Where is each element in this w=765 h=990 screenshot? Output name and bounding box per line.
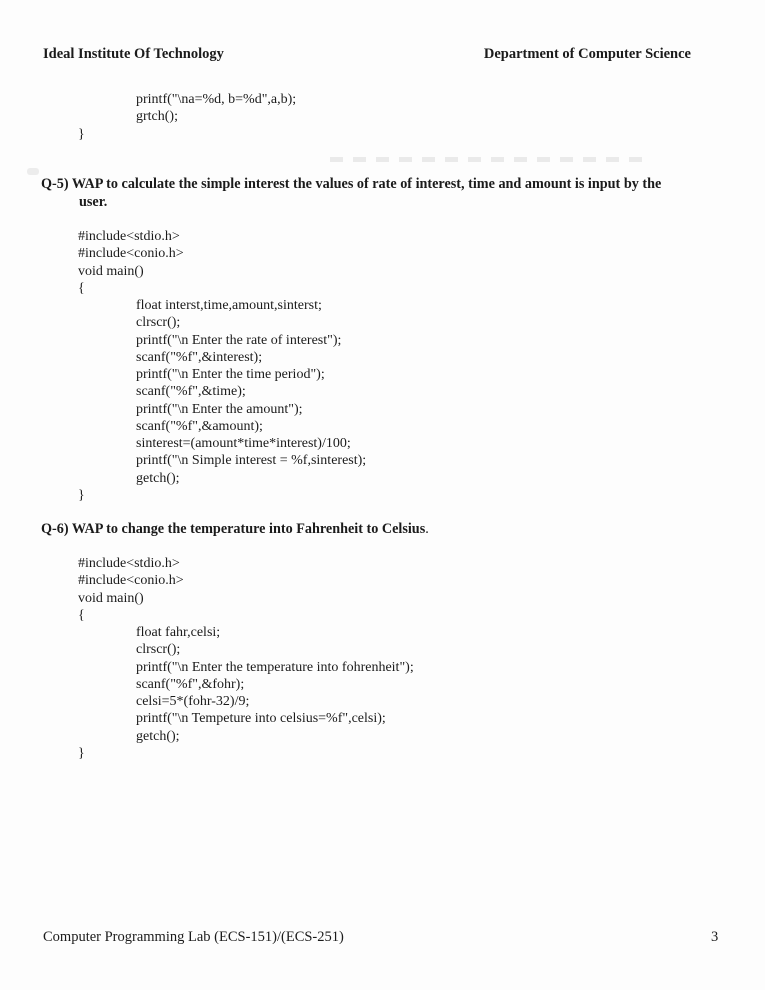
code-line: getch(); bbox=[136, 728, 180, 744]
code-line: printf("\n Enter the temperature into fohrenheit"); bbox=[136, 659, 414, 675]
code-line: { bbox=[78, 280, 85, 296]
question-5-heading-line2: user. bbox=[79, 193, 108, 210]
code-block-top bbox=[0, 91, 765, 143]
question-6-heading-line1 bbox=[41, 521, 765, 539]
code-line: printf("\na=%d, b=%d",a,b); bbox=[136, 92, 297, 107]
code-line: void main() bbox=[78, 590, 144, 606]
header-department: Department of Computer Science bbox=[483, 46, 691, 62]
code-line: } bbox=[78, 745, 85, 761]
question-6-heading-period: . bbox=[425, 521, 429, 537]
code-line: #include<stdio.h> bbox=[78, 229, 180, 244]
code-line: void main() bbox=[78, 263, 144, 279]
code-line: scanf("%f",&interest); bbox=[136, 349, 263, 365]
code-line: printf("\n Simple interest = %f,sinterest); bbox=[136, 453, 367, 469]
code-line: #include<conio.h> bbox=[78, 246, 184, 262]
footer-course-label: Computer Programming Lab (ECS-151)/(ECS-251) bbox=[43, 929, 344, 945]
footer-page-number: 3 bbox=[711, 929, 719, 945]
scan-smudge bbox=[27, 168, 39, 175]
code-line: float fahr,celsi; bbox=[136, 625, 221, 640]
code-line: printf("\n Enter the rate of interest"); bbox=[136, 332, 342, 348]
question-5-heading bbox=[0, 176, 765, 211]
code-line: grtch(); bbox=[136, 109, 178, 125]
code-line: printf("\n Tempeture into celsius=%f",celsi); bbox=[136, 711, 386, 727]
code-line: #include<stdio.h> bbox=[78, 556, 180, 571]
code-line: clrscr(); bbox=[136, 315, 181, 331]
code-line: float interst,time,amount,sinterst; bbox=[136, 298, 322, 313]
code-line: clrscr(); bbox=[136, 642, 181, 658]
code-line: printf("\n Enter the amount"); bbox=[136, 401, 303, 417]
code-block-q5 bbox=[0, 228, 765, 504]
code-line: } bbox=[78, 126, 85, 142]
code-line: sinterest=(amount*time*interest)/100; bbox=[136, 436, 351, 451]
code-line: scanf("%f",&fohr); bbox=[136, 676, 245, 692]
code-block-q6 bbox=[0, 555, 765, 762]
scan-artifact bbox=[330, 157, 642, 162]
question-6-heading-bold: Q-6) WAP to change the temperature into Fahrenheit to Celsius bbox=[41, 521, 426, 537]
code-line: printf("\n Enter the time period"); bbox=[136, 367, 325, 382]
code-line: celsi=5*(fohr-32)/9; bbox=[136, 694, 250, 709]
header-institute: Ideal Institute Of Technology bbox=[43, 46, 224, 62]
code-line: scanf("%f",&time); bbox=[136, 384, 246, 400]
code-line: } bbox=[78, 487, 85, 503]
code-line: scanf("%f",&amount); bbox=[136, 418, 263, 434]
code-line: { bbox=[78, 607, 85, 623]
code-line: getch(); bbox=[136, 470, 180, 486]
question-5-heading-line1: Q-5) WAP to calculate the simple interest the values of rate of interest, time and amount is input by the bbox=[41, 176, 662, 192]
code-line: #include<conio.h> bbox=[78, 573, 184, 589]
question-6-heading bbox=[0, 521, 765, 539]
